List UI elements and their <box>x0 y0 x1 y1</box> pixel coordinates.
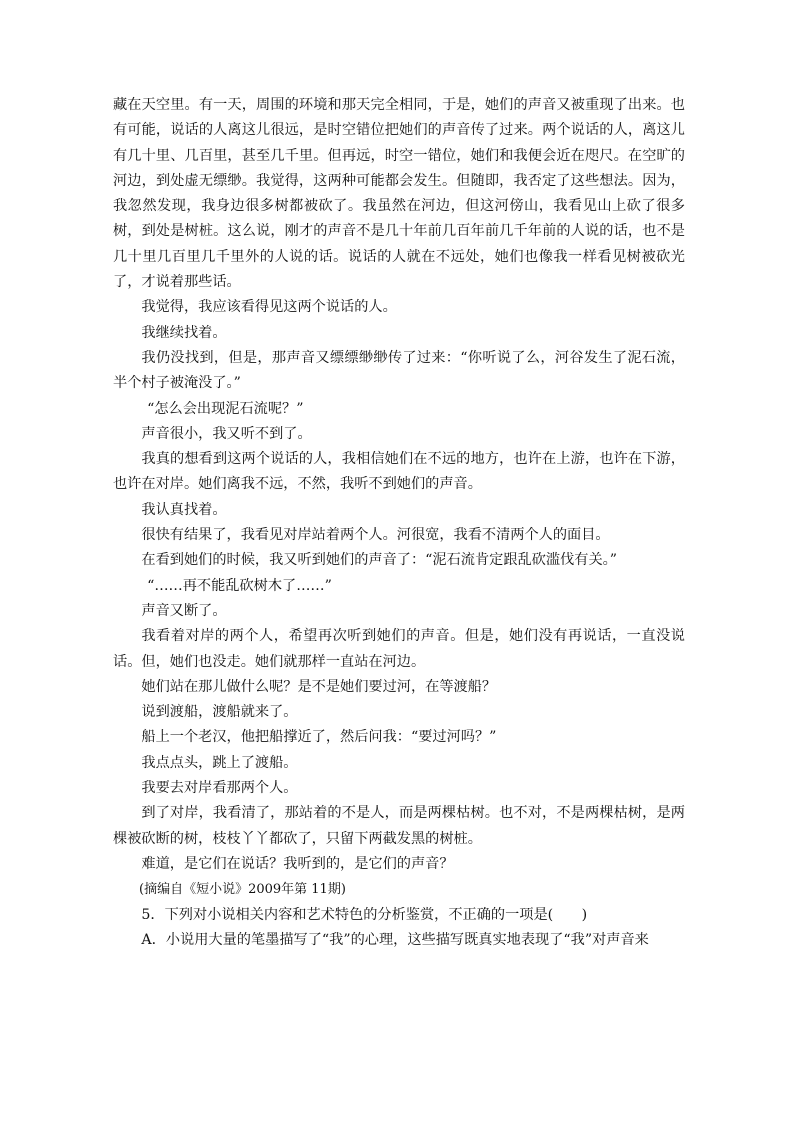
paragraph: “怎么会出现泥石流呢？” <box>147 400 304 417</box>
paragraph: 我觉得，我应该看得见这两个说话的人。 <box>141 299 397 316</box>
source-citation: (摘编自《短小说》2009年第 11期) <box>139 882 346 898</box>
paragraph: 我仍没找到，但是，那声音又缥缥缈缈传了过来：“你听说了么，河谷发生了泥石流，半个村子被淹没了。” <box>113 349 685 392</box>
document-page <box>113 93 685 953</box>
option-a: A．小说用大量的笔墨描写了“我”的心理，这些描写既真实地表现了“我”对声音来 <box>141 931 649 948</box>
paragraph: 我继续找着。 <box>141 324 227 341</box>
paragraph: 我真的想看到这两个说话的人，我相信她们在不远的地方，也许在上游，也许在下游，也许在对岸。她们离我不远，不然，我听不到她们的声音。 <box>113 451 685 493</box>
paragraph: 到了对岸，我看清了，那站着的不是人，而是两棵枯树。也不对，不是两棵枯树，是两棵被砍断的树，枝枝丫丫都砍了，只留下两截发黑的树桩。 <box>113 805 685 847</box>
paragraph: 很快有结果了，我看见对岸站着两个人。河很宽，我看不清两个人的面目。 <box>141 527 610 544</box>
paragraph: 船上一个老汉，他把船撑近了，然后问我：“要过河吗？” <box>141 729 497 746</box>
paragraph: 声音很小，我又听不到了。 <box>141 425 312 442</box>
paragraph: 说到渡船，渡船就来了。 <box>141 704 298 721</box>
paragraph: 难道，是它们在说话？我听到的，是它们的声音？ <box>141 855 454 872</box>
paragraph: “……再不能乱砍树木了……” <box>147 577 332 594</box>
paragraph: 我认真找着。 <box>141 501 227 518</box>
paragraph: 她们站在那儿做什么呢？是不是她们要过河，在等渡船？ <box>141 678 497 695</box>
paragraph: 我点点头，跳上了渡船。 <box>141 754 298 771</box>
paragraph: 藏在天空里。有一天，周围的环境和那天完全相同，于是，她们的声音又被重现了出来。也有可能，说话的人离这儿很远，是时空错位把她们的声音传了过来。两个说话的人，离这儿有几十里、几百里，甚至几千里。但再远，时空一错位，她们和我便会近在咫尺。在空旷的河边，到处虚无缥缈。我觉得，这两种可能都会发生。但随即，我否定了这些想法。因为，我忽然发现，我身边很多树都被砍了。我虽然在河边，但这河傍山，我看见山上砍了很多树，到处是树桩。这么说，刚才的声音不是几十年前几百年前几千年前的人说的话，也不是几十里几百里几千里外的人说的话。说话的人就在不远处，她们也像我一样看见树被砍光了，才说着那些话。 <box>113 97 685 291</box>
paragraph: 声音又断了。 <box>141 602 227 619</box>
paragraph: 在看到她们的时候，我又听到她们的声音了：“泥石流肯定跟乱砍滥伐有关。” <box>141 552 617 569</box>
question-5: 5．下列对小说相关内容和艺术特色的分析鉴赏，不正确的一项是( ) <box>141 906 588 923</box>
paragraph: 我看着对岸的两个人，希望再次听到她们的声音。但是，她们没有再说话，一直没说话。但，她们也没走。她们就那样一直站在河边。 <box>113 628 685 670</box>
paragraph: 我要去对岸看那两个人。 <box>141 780 298 797</box>
